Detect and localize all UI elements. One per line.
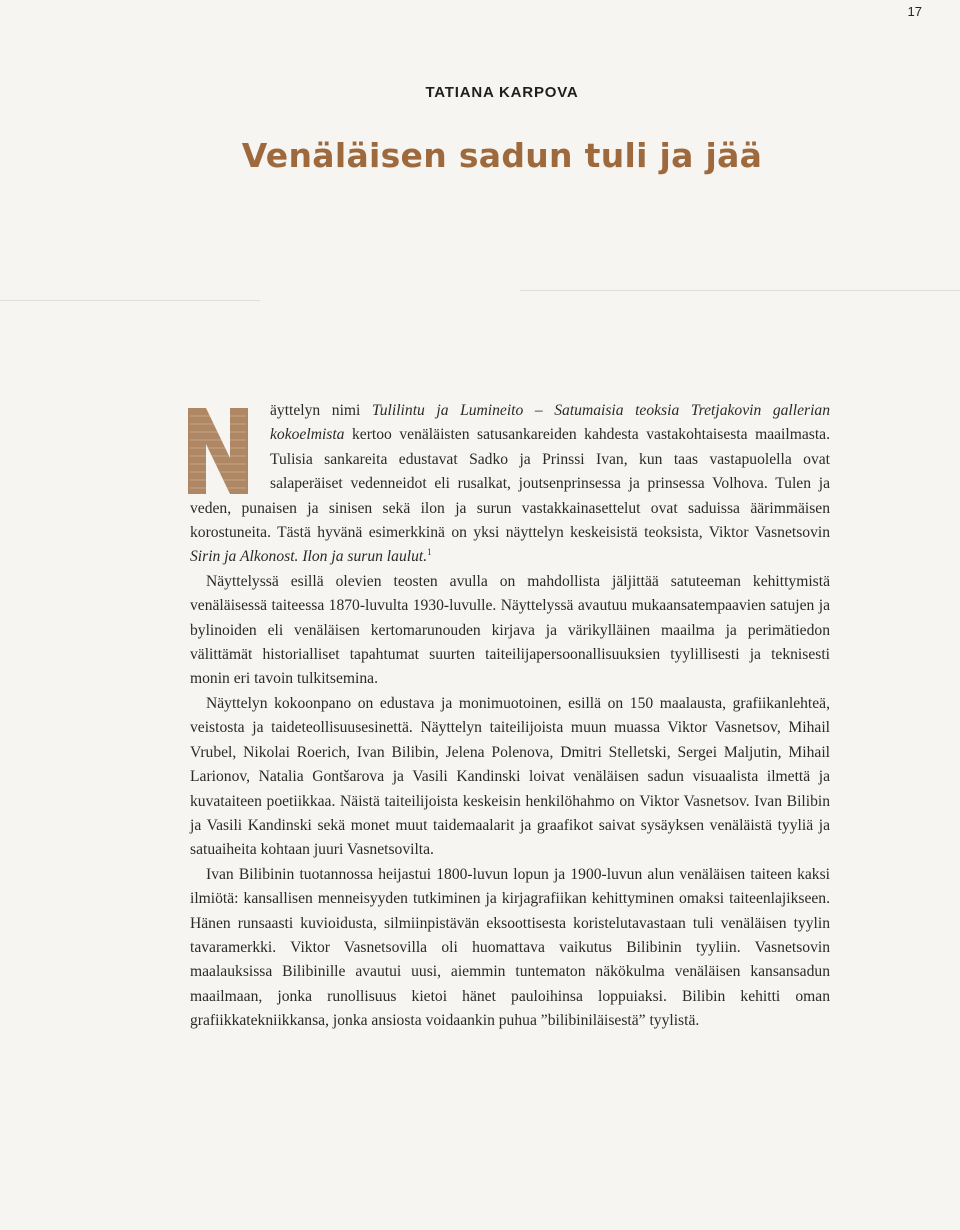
scan-artifact-line bbox=[0, 300, 260, 301]
author-name: TATIANA KARPOVA bbox=[425, 84, 579, 101]
footnote-marker: 1 bbox=[427, 547, 432, 558]
p1-artwork-title: Sirin ja Alkonost. Ilon ja surun laulut. bbox=[190, 548, 428, 566]
paragraph-2: Näyttelyssä esillä olevien teosten avulla on mahdollista jäljittää satuteeman kehittymistä venäläisessä taiteessa 1870-luvulta 1930-luvulle. Näyttelyssä avautuu mukaansatempaavien satujen ja bylinoiden eli venäläisen kertomarunouden kirjava ja värikylläinen maailma ja perimätiedon välittämät historialliset tapahtumat suurten taiteilijapersoonallisuuksien tyylillisesti ja teknisesti monin eri tavoin tulkitsemina. bbox=[190, 572, 830, 688]
paragraph-1 bbox=[190, 399, 830, 570]
p1-text-start: äyttelyn nimi bbox=[270, 402, 372, 419]
paragraph-3: Näyttelyn kokoonpano on edustava ja monimuotoinen, esillä on 150 maalausta, grafiikanlehteä, veistosta ja taideteollisuusesinettä. Näyttelyn taiteilijoista muun muassa Viktor Vasnetsov, Mihail Vrubel, Nikolai Roerich, Ivan Bilibin, Jelena Polenova, Dmitri Stelletski, Sergei Maljutin, Mihail Larionov, Natalia Gontšarova ja Vasili Kandinski loivat venäläisen sadun visuaalista ilmettä ja kuvataiteen poetiikkaa. Näistä taiteilijoista keskeisin henkilöhahmo on Viktor Vasnetsov. Ivan Bilibin ja Vasili Kandinski sekä monet muut taidemaalarit ja graafikot saivat sysäyksen venäläistä tyyliä ja satuaiheita kohtaan juuri Vasnetsovilta. bbox=[190, 694, 830, 859]
article-body bbox=[190, 399, 830, 1034]
p1-exhibition-title: Tulilintu ja Lumineito – Satumaisia teoksia Tretjakovin gallerian kokoelmista bbox=[270, 402, 831, 444]
p1-text-middle: kertoo venäläisten satusankareiden kahdesta vastakohtaisesta maailmasta. Tulisia sankareita edustavat Sadko ja Prinssi Ivan, kun taas vastapuolella ovat salaperäiset vedenneidot eli rusalkat, joutsenprinsessa ja prinsessa Volhova. Tulen ja veden, punaisen ja sinisen sekä ilon ja surun vastakkainasettelut ovat saduissa äärimmäisen korostuneita. Tästä hyvänä esimerkkinä on yksi näyttelyn keskeisistä teoksista, Viktor Vasnetsovin bbox=[190, 426, 830, 542]
paragraph-4: Ivan Bilibinin tuotannossa heijastui 1800-luvun lopun ja 1900-luvun alun venäläisen taiteen kaksi ilmiötä: kansallisen menneisyyden tutkiminen ja kirjagrafiikan kehittyminen omaksi taiteenlajikseen. Hänen runsaasti kuvioidusta, silmiinpistävän eksoottisesta koristelutavastaan tuli venäläisen tyylin tavaramerkki. Viktor Vasnetsovilla oli huomattava vaikutus Bilibinin tyyliin. Vasnetsovin maalauksissa Bilibinille avautui uusi, aiemmin tuntematon näkökulma venäläisen kansansadun maailmaan, jonka runollisuus kietoi hänet pauloihinsa loppuiaksi. Bilibin kehitti oman grafiikkatekniikkansa, jonka ansiosta voidaankin puhua ”bilibiniläisestä” tyylistä. bbox=[190, 865, 830, 1030]
article-title: Venäläisen sadun tuli ja jää bbox=[241, 136, 763, 175]
scan-artifact-line bbox=[520, 290, 960, 291]
page-number: 17 bbox=[907, 4, 922, 19]
